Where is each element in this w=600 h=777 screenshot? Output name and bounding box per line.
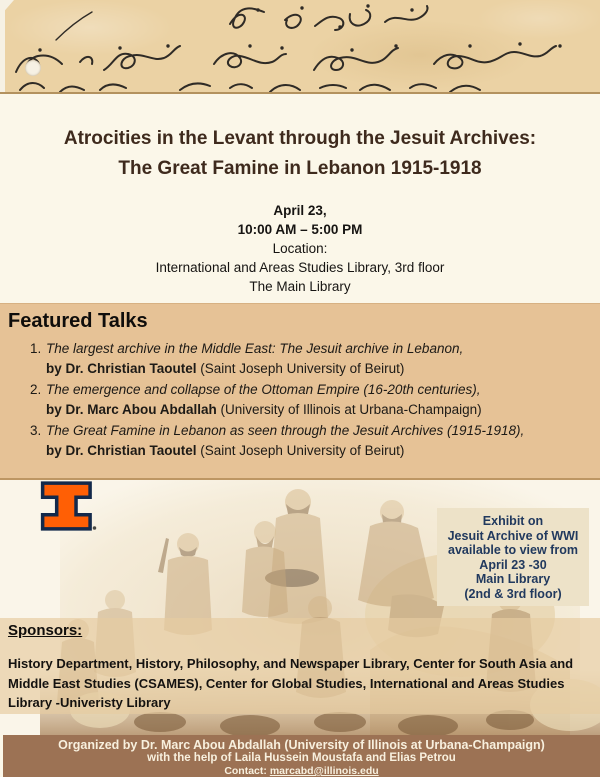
talk-affiliation: (Saint Joseph University of Beirut): [196, 361, 405, 376]
talk-item-2: [8, 380, 592, 420]
event-time: 10:00 AM – 5:00 PM: [237, 222, 363, 237]
paper-corner: [0, 0, 14, 16]
event-details: [0, 201, 600, 296]
contact-email-link[interactable]: marcabd@illinois.edu: [269, 765, 379, 777]
talk-item-1: [8, 339, 592, 379]
featured-talks-heading: Featured Talks: [8, 310, 148, 332]
featured-talks-section: [0, 303, 600, 480]
exhibit-line-1: Exhibit on: [482, 514, 544, 528]
helpers-line: with the help of Laila Hussein Moustafa and Elias Petrou: [147, 752, 456, 764]
location-line-1: International and Areas Studies Library, 3rd floor: [155, 260, 445, 275]
exhibit-line-3: available to view from: [448, 543, 578, 558]
event-date: April 23,: [273, 203, 327, 218]
organizer-line: Organized by Dr. Marc Abou Abdallah (University of Illinois at Urbana-Champaign): [58, 738, 545, 752]
talk-speaker: by Dr. Christian Taoutel: [46, 361, 197, 376]
hole-punch: [25, 60, 41, 76]
talk-number: 2.: [30, 382, 42, 397]
arabic-script-icon: [0, 0, 600, 92]
talk-title: The Great Famine in Lebanon as seen through the Jesuit Archives (1915-1918),: [46, 423, 525, 438]
exhibit-line-2: Jesuit Archive of WWI: [447, 528, 579, 543]
page-title: [0, 124, 600, 184]
talk-speaker: by Dr. Marc Abou Abdallah: [46, 402, 217, 417]
talk-speaker: by Dr. Christian Taoutel: [46, 443, 197, 458]
sponsors-section: [0, 618, 600, 714]
talk-title: The emergence and collapse of the Ottoman Empire (16-20th centuries),: [46, 382, 481, 397]
sponsors-heading: Sponsors:: [8, 622, 83, 639]
sponsors-text: History Department, History, Philosophy, and Newspaper Library, Center for South Asia and Middle East Studies (CSAMES), Center for Global Studies, International and Areas Studies Library -Univeristy Library: [8, 656, 574, 710]
location-line-2: The Main Library: [249, 279, 351, 294]
talk-number: 1.: [30, 341, 42, 356]
exhibit-info-box: [437, 508, 589, 606]
talk-number: 3.: [30, 423, 42, 438]
contact-line: [3, 765, 600, 777]
talk-affiliation: (Saint Joseph University of Beirut): [196, 443, 405, 458]
arabic-manuscript-image: [0, 0, 600, 94]
footer-bar: [3, 735, 600, 777]
title-line-2: The Great Famine in Lebanon 1915-1918: [118, 158, 482, 179]
title-line-1: Atrocities in the Levant through the Jesuit Archives:: [63, 128, 537, 149]
registered-mark: [93, 526, 97, 530]
exhibit-line-5: Main Library: [475, 572, 551, 587]
talk-item-3: [8, 421, 592, 461]
exhibit-line-4: April 23 -30: [479, 557, 547, 572]
exhibit-line-6: (2nd & 3rd floor): [464, 586, 562, 601]
contact-label: Contact:: [224, 765, 270, 777]
talk-title: The largest archive in the Middle East: The Jesuit archive in Lebanon,: [46, 341, 464, 356]
talk-affiliation: (University of Illinois at Urbana-Champaign): [216, 402, 482, 417]
illinois-block-i-logo: [40, 480, 98, 532]
location-label: Location:: [272, 241, 328, 256]
